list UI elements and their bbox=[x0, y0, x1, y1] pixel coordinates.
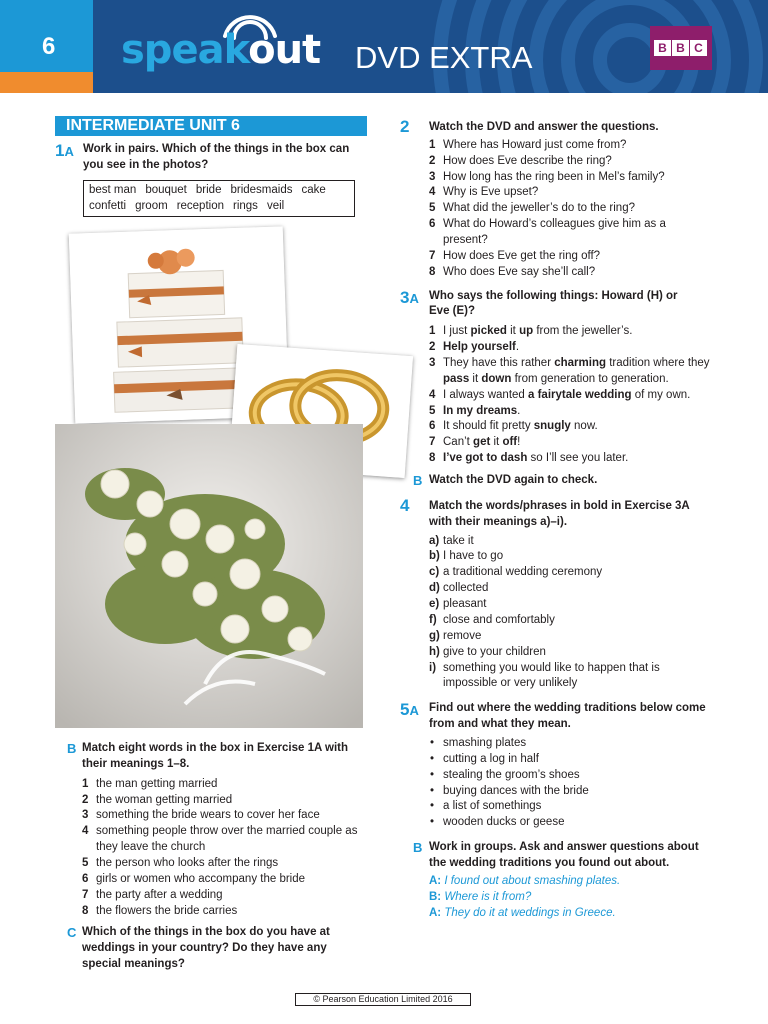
bold-phrase: Help yourself bbox=[443, 341, 516, 354]
list-item bbox=[429, 154, 719, 170]
bold-phrase: get bbox=[473, 436, 491, 449]
item-text: How does Eve describe the ring? bbox=[443, 154, 612, 167]
item-text: of my own. bbox=[631, 388, 691, 401]
item-text: collected bbox=[443, 582, 489, 595]
word-box-item: confetti bbox=[89, 199, 127, 212]
list-item bbox=[429, 201, 719, 217]
word-box-item: bridesmaids bbox=[230, 183, 293, 196]
item-text: Who does Eve say she’ll call? bbox=[443, 265, 596, 278]
page-header bbox=[0, 0, 768, 93]
exercise-number-digit: 1 bbox=[55, 141, 65, 160]
list-item bbox=[82, 824, 362, 856]
list-item bbox=[429, 138, 719, 154]
exercise-number bbox=[55, 142, 74, 159]
exercise-instruction: Match eight words in the box in Exercise 1A with their meanings 1–8. bbox=[82, 742, 349, 770]
exercise-letter: C bbox=[67, 925, 77, 941]
item-text: I always wanted bbox=[443, 388, 529, 401]
bold-phrase: up bbox=[519, 325, 534, 338]
item-text: pleasant bbox=[443, 598, 487, 611]
item-number: 8 bbox=[429, 452, 436, 465]
item-letter: h) bbox=[429, 645, 440, 658]
exercise-1b bbox=[67, 741, 367, 773]
item-text: Can’t bbox=[443, 436, 474, 449]
list-item bbox=[82, 888, 362, 904]
item-text: I just bbox=[443, 325, 471, 338]
list-item bbox=[429, 217, 669, 249]
exercise-3a bbox=[400, 289, 730, 321]
item-number: 2 bbox=[82, 793, 89, 806]
item-text: from generation to generation. bbox=[511, 372, 669, 385]
item-number: 2 bbox=[429, 341, 436, 354]
item-number: 7 bbox=[429, 249, 436, 262]
list-item bbox=[429, 613, 709, 629]
item-text: so I’ll see you later. bbox=[527, 452, 629, 465]
item-text: remove bbox=[443, 629, 482, 642]
item-number: 4 bbox=[82, 825, 89, 838]
dialogue-line bbox=[429, 890, 730, 906]
logo-out: out bbox=[248, 27, 321, 73]
exercise-instruction: Work in pairs. Which of the things in the box can you see in the photos? bbox=[83, 143, 350, 171]
item-text: the woman getting married bbox=[96, 793, 233, 806]
item-text: They have this rather bbox=[443, 357, 555, 370]
exercise-instruction: Which of the things in the box do you have at weddings in your country? Do they have any special meanings? bbox=[82, 926, 330, 971]
bold-phrase: I’ve got to dash bbox=[443, 452, 528, 465]
exercise-1b-list bbox=[82, 777, 362, 920]
item-text: something people throw over the married couple as they leave the church bbox=[96, 825, 358, 854]
list-item bbox=[429, 629, 709, 645]
item-text: Why is Eve upset? bbox=[443, 186, 539, 199]
bbc-letter: B bbox=[654, 40, 671, 56]
example-dialogue bbox=[429, 874, 730, 922]
exercise-instruction: Find out where the wedding traditions below come from and what they mean. bbox=[429, 702, 706, 731]
list-item bbox=[429, 170, 719, 186]
word-box-item: rings bbox=[233, 199, 258, 212]
exercise-instruction: Match the words/phrases in bold in Exercise 3A with their meanings a)–i). bbox=[429, 499, 690, 528]
dialogue-line bbox=[429, 874, 730, 890]
item-number: 5 bbox=[429, 202, 436, 215]
bbc-letter: C bbox=[690, 40, 707, 56]
bbc-letter: B bbox=[672, 40, 689, 56]
word-box-item: cake bbox=[301, 183, 326, 196]
item-number: 7 bbox=[429, 436, 436, 449]
exercise-instruction: Who says the following things: Howard (H) or Eve (E)? bbox=[429, 289, 678, 318]
exercise-number-digit: 5 bbox=[400, 700, 410, 720]
copyright-footer: © Pearson Education Limited 2016 bbox=[295, 993, 471, 1006]
item-text: the man getting married bbox=[96, 777, 218, 790]
bold-phrase: down bbox=[481, 372, 512, 385]
item-number: 8 bbox=[429, 265, 436, 278]
item-number: 4 bbox=[429, 388, 436, 401]
item-text: How does Eve get the ring off? bbox=[443, 249, 601, 262]
item-text: give to your children bbox=[443, 645, 546, 658]
dvd-extra-title: DVD EXTRA bbox=[355, 40, 533, 75]
item-number: 3 bbox=[82, 809, 89, 822]
item-letter: e) bbox=[429, 598, 440, 611]
exercise-letter: A bbox=[409, 290, 419, 306]
exercise-3b bbox=[400, 473, 730, 489]
item-number: 3 bbox=[429, 357, 436, 370]
exercise-1c bbox=[67, 925, 367, 973]
dialogue-speaker: B: bbox=[429, 890, 442, 903]
word-box-item: bouquet bbox=[145, 183, 187, 196]
item-number: 5 bbox=[429, 404, 436, 417]
item-text: . bbox=[517, 404, 521, 417]
bold-phrase: pass bbox=[443, 372, 470, 385]
list-item bbox=[429, 645, 709, 661]
list-item bbox=[82, 808, 362, 824]
item-number: 5 bbox=[82, 857, 89, 870]
word-box bbox=[83, 180, 355, 218]
word-box-row bbox=[89, 183, 349, 199]
unit-title: INTERMEDIATE UNIT 6 bbox=[55, 116, 367, 136]
bouquet-photo bbox=[55, 424, 363, 728]
dialogue-text: Where is it from? bbox=[444, 890, 532, 903]
item-number: 6 bbox=[429, 420, 436, 433]
word-box-item: reception bbox=[176, 199, 224, 212]
photo-collage bbox=[55, 222, 415, 732]
exercise-4 bbox=[400, 495, 730, 531]
exercise-letter: B bbox=[413, 473, 423, 489]
item-letter: f) bbox=[429, 613, 437, 626]
list-item bbox=[429, 404, 729, 420]
list-item: • buying dances with the bride bbox=[429, 784, 730, 800]
item-letter: i) bbox=[429, 661, 437, 674]
exercise-2 bbox=[400, 117, 730, 136]
exercise-3a-list bbox=[429, 324, 729, 467]
word-box-row bbox=[89, 199, 349, 215]
exercise-number-digit: 3 bbox=[400, 287, 410, 307]
list-item: • smashing plates bbox=[429, 736, 730, 752]
item-text: the party after a wedding bbox=[96, 888, 223, 901]
item-number: 1 bbox=[429, 325, 436, 338]
dialogue-text: I found out about smashing plates. bbox=[444, 874, 621, 887]
item-number: 4 bbox=[429, 186, 436, 199]
word-box-item: bride bbox=[195, 183, 222, 196]
dialogue-speaker: A: bbox=[429, 874, 442, 887]
item-text: Where has Howard just come from? bbox=[443, 138, 627, 151]
exercise-5a-list bbox=[429, 736, 730, 831]
exercise-letter: A bbox=[409, 703, 419, 719]
list-item: • stealing the groom’s shoes bbox=[429, 768, 730, 784]
item-text: What did the jeweller’s do to the ring? bbox=[443, 202, 635, 215]
list-item bbox=[429, 581, 709, 597]
item-text: something you would like to happen that is impossible or very unlikely bbox=[443, 661, 660, 690]
exercise-1a bbox=[55, 142, 367, 174]
list-item bbox=[82, 777, 362, 793]
exercise-2-list bbox=[429, 138, 719, 281]
bold-phrase: off bbox=[502, 436, 518, 449]
exercise-letter: A bbox=[64, 144, 74, 159]
item-text: take it bbox=[443, 534, 474, 547]
item-text: the person who looks after the rings bbox=[96, 857, 279, 870]
item-number: 1 bbox=[82, 777, 89, 790]
bold-phrase: In my dreams bbox=[443, 404, 518, 417]
exercise-5a bbox=[400, 701, 730, 733]
list-item bbox=[429, 356, 729, 388]
item-text: a traditional wedding ceremony bbox=[443, 566, 603, 579]
item-text: It should fit pretty bbox=[443, 420, 534, 433]
item-text: from the jeweller’s. bbox=[533, 325, 633, 338]
unit-tab-accent bbox=[0, 72, 93, 93]
list-item bbox=[82, 793, 362, 809]
bold-phrase: picked bbox=[470, 325, 507, 338]
list-item bbox=[429, 265, 719, 281]
list-item bbox=[429, 534, 709, 550]
item-text: it bbox=[506, 325, 520, 338]
left-lower-column bbox=[67, 741, 367, 973]
dialogue-speaker: A: bbox=[429, 906, 442, 919]
exercise-number: 2 bbox=[400, 117, 410, 136]
item-text: girls or women who accompany the bride bbox=[96, 872, 306, 885]
exercise-instruction: Watch the DVD and answer the questions. bbox=[429, 121, 659, 133]
item-text: close and comfortably bbox=[443, 613, 555, 626]
left-column bbox=[55, 116, 367, 217]
exercise-4-list bbox=[429, 534, 709, 693]
item-text: . bbox=[515, 341, 520, 354]
exercise-letter: B bbox=[413, 840, 423, 856]
list-item bbox=[429, 451, 729, 467]
list-item bbox=[429, 340, 729, 356]
bbc-logo bbox=[650, 26, 712, 70]
word-box-item: best man bbox=[89, 183, 137, 196]
item-text: now. bbox=[570, 420, 598, 433]
item-text: ! bbox=[517, 436, 521, 449]
item-letter: b) bbox=[429, 550, 440, 563]
exercise-letter: B bbox=[67, 741, 77, 756]
list-item bbox=[429, 388, 729, 404]
exercise-5b bbox=[400, 840, 730, 872]
bold-phrase: charming bbox=[554, 357, 606, 370]
bold-phrase: snugly bbox=[533, 420, 571, 433]
item-text: tradition where they bbox=[606, 357, 710, 370]
list-item bbox=[82, 856, 362, 872]
list-item bbox=[82, 872, 362, 888]
list-item bbox=[429, 597, 709, 613]
item-number: 6 bbox=[429, 218, 436, 231]
word-box-item: groom bbox=[135, 199, 168, 212]
list-item: • cutting a log in half bbox=[429, 752, 730, 768]
item-text: something the bride wears to cover her face bbox=[96, 809, 320, 822]
item-text: it bbox=[469, 372, 482, 385]
item-text: I have to go bbox=[443, 550, 504, 563]
dialogue-line bbox=[429, 906, 730, 922]
list-item bbox=[429, 324, 729, 340]
item-text: How long has the ring been in Mel’s family? bbox=[443, 170, 665, 183]
list-item: • a list of somethings bbox=[429, 799, 730, 815]
exercise-number: 4 bbox=[400, 495, 410, 515]
item-letter: a) bbox=[429, 534, 440, 547]
bold-phrase: a fairytale wedding bbox=[528, 388, 632, 401]
unit-number: 6 bbox=[42, 33, 56, 60]
item-letter: g) bbox=[429, 629, 440, 642]
exercise-number bbox=[400, 289, 419, 306]
list-item bbox=[82, 904, 362, 920]
item-text: the flowers the bride carries bbox=[96, 904, 238, 917]
logo-speak: speak bbox=[121, 27, 249, 73]
list-item bbox=[429, 435, 729, 451]
item-number: 2 bbox=[429, 154, 436, 167]
exercise-instruction: Watch the DVD again to check. bbox=[429, 474, 598, 487]
dialogue-text: They do it at weddings in Greece. bbox=[444, 906, 616, 919]
item-letter: d) bbox=[429, 582, 440, 595]
item-letter: c) bbox=[429, 566, 440, 579]
list-item bbox=[429, 419, 729, 435]
item-number: 6 bbox=[82, 872, 89, 885]
item-number: 1 bbox=[429, 138, 436, 151]
list-item: • wooden ducks or geese bbox=[429, 815, 730, 831]
item-number: 8 bbox=[82, 904, 89, 917]
item-number: 7 bbox=[82, 888, 89, 901]
right-column bbox=[400, 116, 730, 921]
list-item bbox=[429, 249, 719, 265]
item-text: it bbox=[490, 436, 503, 449]
word-box-item: veil bbox=[266, 199, 285, 212]
bridal-bouquet-image bbox=[55, 424, 363, 728]
item-text: What do Howard’s colleagues give him as a present? bbox=[443, 218, 666, 247]
unit-number-tab bbox=[0, 0, 93, 72]
exercise-instruction: Work in groups. Ask and answer questions about the wedding traditions you found out about. bbox=[429, 841, 699, 869]
item-number: 3 bbox=[429, 170, 436, 183]
speakout-logo bbox=[121, 27, 321, 73]
exercise-number bbox=[400, 701, 419, 718]
list-item bbox=[429, 661, 709, 693]
list-item bbox=[429, 565, 709, 581]
list-item bbox=[429, 185, 719, 201]
list-item bbox=[429, 549, 709, 565]
